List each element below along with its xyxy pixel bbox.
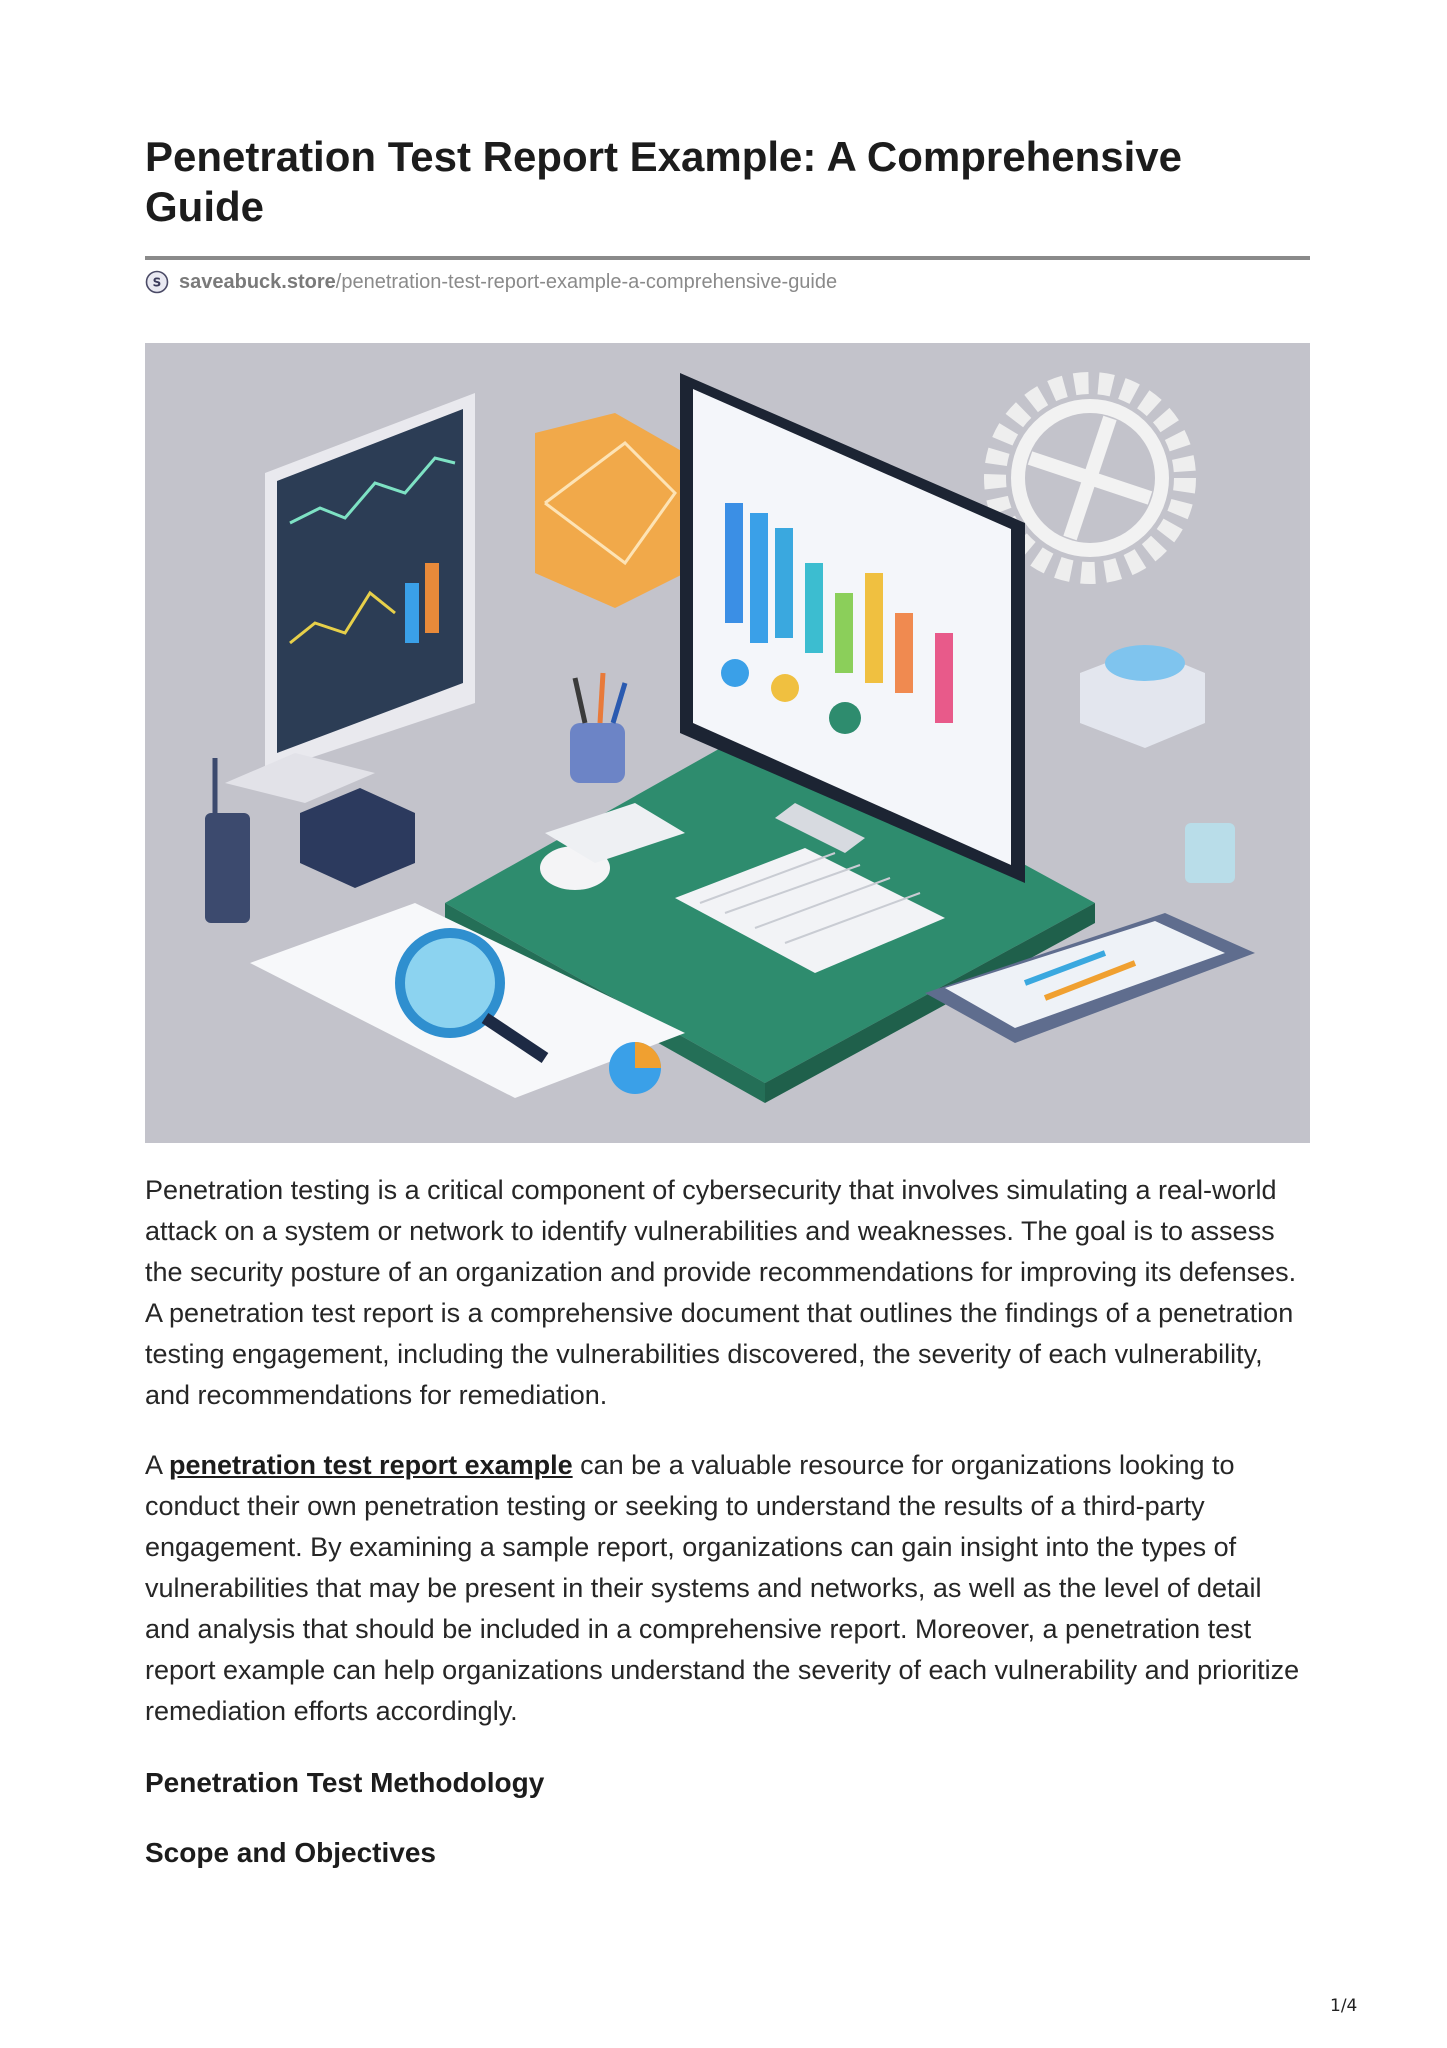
page-title: Penetration Test Report Example: A Comprehensive Guide [145,133,1183,230]
svg-text:S: S [152,275,162,290]
page-number: 1/4 [1330,1996,1358,2016]
intro-paragraph: Penetration testing is a critical component of cybersecurity that involves simulating a real-world attack on a system or network to identify vulnerabilities and weaknesses. The goal is to assess the security posture of an organization and provide recommendations for improving its defenses. A penetration test report is a comprehensive document that outlines the findings of a penetration testing engagement, including the vulnerabilities discovered, the severity of each vulnerability, and recommendations for remediation. [145,1175,1297,1410]
source-path[interactable]: /penetration-test-report-example-a-comprehensive-guide [335,270,838,293]
section-heading-methodology: Penetration Test Methodology [145,1767,545,1798]
paragraph-body: can be a valuable resource for organizations looking to conduct their own penetration testing or seeking to understand the results of a third-party engagement. By examining a sample report, organizations can gain insight into the types of vulnerabilities that may be present in their systems and networks, as well as the level of detail and analysis that should be included in a comprehensive report. Moreover, a penetration test report example can help organizations understand the severity of each vulnerability and prioritize remediation efforts accordingly. [145,1450,1300,1726]
section-heading-scope: Scope and Objectives [145,1837,436,1868]
second-paragraph [145,1445,1310,1732]
source-line[interactable] [145,268,837,296]
penetration-test-report-example-link[interactable]: penetration test report example [169,1450,573,1480]
paragraph-prefix: A [145,1450,170,1480]
site-logo-icon [145,270,169,294]
title-divider [145,256,1310,260]
source-domain[interactable]: saveabuck.store [179,270,336,293]
hero-illustration [145,343,1310,1143]
